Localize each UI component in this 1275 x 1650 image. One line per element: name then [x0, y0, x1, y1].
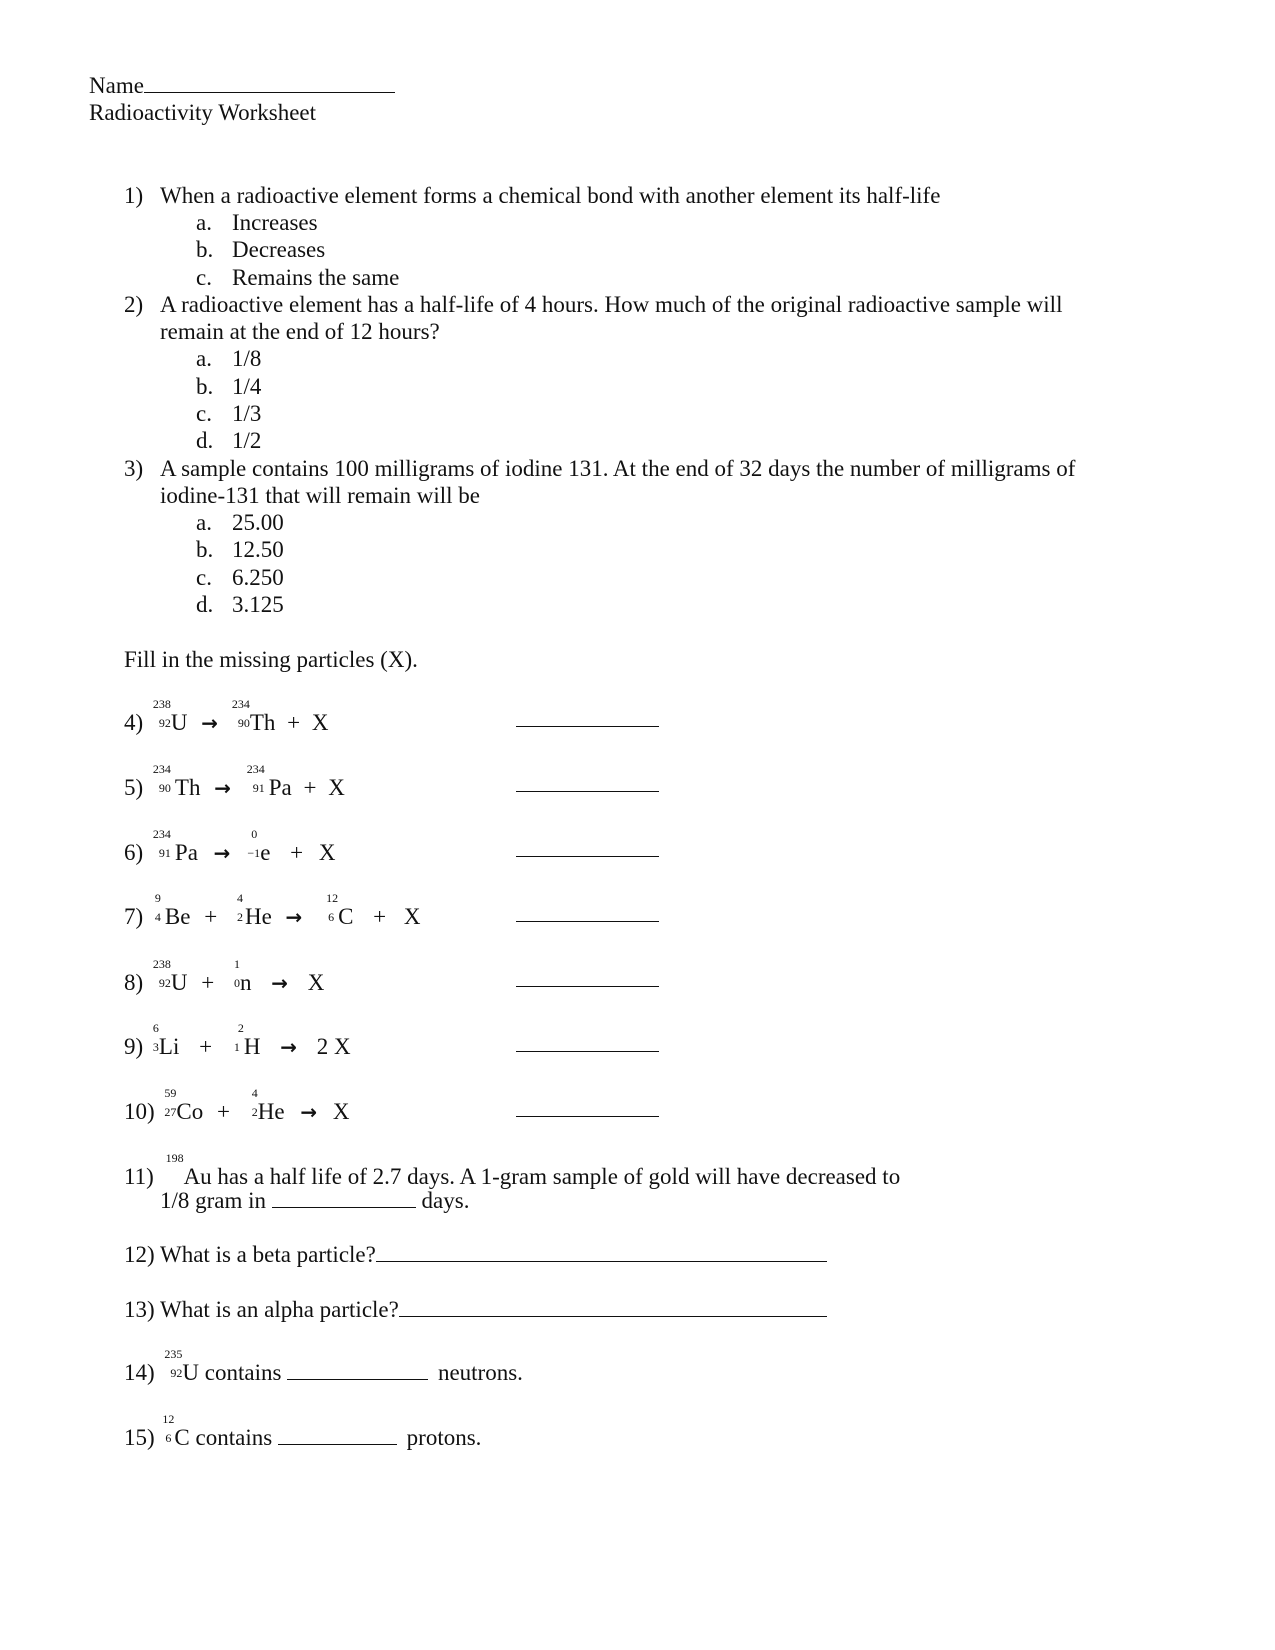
arrow-icon: →: [271, 971, 289, 995]
question-2: [124, 293, 1062, 316]
unknown-particle: X: [328, 775, 345, 800]
element-symbol: He: [257, 1099, 285, 1124]
mass-number: 2: [237, 1021, 244, 1035]
element-symbol: Th: [249, 710, 276, 735]
mass-number: 238: [152, 697, 171, 711]
question-3: [124, 457, 1075, 480]
option-text: 1/4: [232, 374, 262, 399]
element-symbol: C: [174, 1425, 190, 1450]
mass-number: 12: [326, 891, 339, 905]
option-3b[interactable]: [196, 538, 284, 561]
option-text: Remains the same: [232, 265, 400, 290]
name-label: Name: [89, 73, 144, 98]
nuclide-mass-atomic: [149, 697, 171, 730]
element-symbol: Th: [174, 775, 201, 800]
fill-in-heading: Fill in the missing particles (X).: [124, 647, 418, 672]
question-number: 11): [124, 1164, 154, 1189]
nuclide-mass-atomic: [149, 762, 171, 795]
atomic-number: −1: [247, 846, 261, 860]
arrow-icon: →: [285, 905, 303, 929]
element-symbol: n: [240, 970, 252, 995]
question-number: 7): [124, 904, 144, 929]
question-number: 13): [124, 1297, 155, 1322]
atomic-number: 3: [152, 1040, 159, 1054]
question-text: What is an alpha particle?: [160, 1297, 399, 1322]
option-letter: c.: [196, 565, 212, 590]
question-number: 15): [124, 1425, 155, 1450]
question-number: 8): [124, 970, 144, 995]
answer-blank-14[interactable]: [287, 1378, 428, 1380]
nuclide-mass-atomic: [149, 891, 161, 924]
question-8: [124, 957, 325, 995]
question-7: [124, 891, 421, 929]
mass-number: 59: [164, 1086, 177, 1100]
question-1: [124, 184, 940, 207]
question-number: 1): [124, 183, 144, 208]
mass-number: 234: [152, 827, 171, 841]
question-number: 5): [124, 775, 144, 800]
mass-number: 235: [164, 1347, 183, 1361]
answer-blank-4[interactable]: [516, 725, 659, 727]
question-14: [124, 1347, 523, 1385]
plus-sign: +: [217, 1099, 230, 1124]
unknown-particle: X: [307, 970, 325, 995]
atomic-number: 2: [236, 910, 243, 924]
nuclide-mass-atomic: [160, 1412, 175, 1445]
plus-sign: +: [303, 775, 317, 800]
element-symbol: U: [182, 1360, 200, 1385]
element-symbol: Pa: [174, 840, 198, 865]
answer-blank-5[interactable]: [516, 790, 659, 792]
answer-blank-9[interactable]: [516, 1050, 659, 1052]
option-3d[interactable]: [196, 593, 284, 616]
unknown-particle: X: [403, 904, 421, 929]
option-text: 1/2: [232, 428, 262, 453]
mass-number: 6: [152, 1021, 159, 1035]
atomic-number: 4: [154, 910, 161, 924]
atomic-number: 0: [234, 976, 241, 990]
question-2-continued: remain at the end of 12 hours?: [160, 319, 440, 344]
atomic-number: 90: [237, 716, 250, 730]
arrow-icon: →: [213, 841, 231, 865]
option-2a[interactable]: [196, 347, 261, 370]
answer-blank-6[interactable]: [516, 855, 659, 857]
question-4: [124, 697, 329, 735]
atomic-number: 27: [164, 1105, 177, 1119]
atomic-number: 92: [170, 1366, 183, 1380]
plus-sign: +: [201, 970, 215, 995]
question-number: 9): [124, 1034, 144, 1059]
atomic-number: 6: [328, 910, 335, 924]
nuclide-mass-atomic: [228, 697, 250, 730]
question-number: 2): [124, 292, 144, 317]
mass-number: 9: [154, 891, 161, 905]
option-text: Increases: [232, 210, 318, 235]
question-number: 12): [124, 1242, 155, 1267]
question-number: 14): [124, 1360, 155, 1385]
atomic-number: 2: [251, 1105, 258, 1119]
plus-sign: +: [287, 710, 301, 735]
question-text: What is a beta particle?: [160, 1242, 376, 1267]
atomic-number: 92: [158, 716, 171, 730]
element-symbol: H: [243, 1034, 261, 1059]
nuclide-mass-atomic: [246, 1086, 258, 1119]
option-letter: a.: [196, 210, 212, 235]
question-text: days.: [421, 1188, 470, 1213]
option-text: 1/8: [232, 346, 262, 371]
nuclide-mass-atomic: [231, 891, 243, 924]
unknown-particle: X: [311, 710, 329, 735]
question-number: 4): [124, 710, 144, 735]
unknown-particle: X: [318, 840, 336, 865]
option-letter: c.: [196, 265, 212, 290]
arrow-icon: →: [300, 1100, 318, 1124]
mass-number: 198: [165, 1151, 184, 1165]
nuclide-mass-atomic: [322, 891, 339, 924]
nuclide-mass-atomic: [244, 827, 261, 860]
element-symbol: C: [338, 904, 354, 929]
atomic-number: 91: [252, 781, 265, 795]
question-text: contains: [195, 1425, 273, 1450]
mass-number: 4: [251, 1086, 258, 1100]
question-number: 10): [124, 1099, 155, 1124]
atomic-number: 6: [165, 1431, 172, 1445]
option-letter: a.: [196, 346, 212, 371]
mass-number: 12: [162, 1412, 175, 1426]
question-10: [124, 1086, 350, 1124]
nuclide-mass-atomic: [243, 762, 265, 795]
plus-sign: +: [199, 1034, 213, 1059]
atomic-number: 1: [233, 1040, 240, 1054]
question-number: 6): [124, 840, 144, 865]
question-text: protons.: [406, 1425, 482, 1450]
element-symbol: e: [260, 840, 271, 865]
nuclide-mass-atomic: [232, 1021, 244, 1054]
option-letter: b.: [196, 237, 214, 262]
answer-blank-7[interactable]: [516, 920, 659, 922]
name-line: [89, 74, 395, 97]
unknown-particle: X: [332, 1099, 350, 1124]
mass-number: 0: [251, 827, 258, 841]
option-letter: b.: [196, 537, 214, 562]
question-13: [124, 1298, 827, 1321]
element-symbol: U: [170, 970, 188, 995]
plus-sign: +: [373, 904, 387, 929]
option-letter: b.: [196, 374, 214, 399]
option-1a[interactable]: [196, 211, 318, 234]
page-title: Radioactivity Worksheet: [89, 100, 317, 125]
arrow-icon: →: [280, 1035, 297, 1059]
question-text: A radioactive element has a half-life of 4 hours. How much of the original radioactive sample will: [160, 292, 1063, 317]
option-2c[interactable]: [196, 402, 261, 425]
nuclide-mass-atomic: [149, 957, 171, 990]
question-text: contains: [204, 1360, 282, 1385]
nuclide-mass-atomic: [149, 827, 171, 860]
question-11-continued: [160, 1189, 469, 1212]
question-11: [124, 1151, 901, 1189]
question-number: 3): [124, 456, 144, 481]
option-3a[interactable]: [196, 511, 284, 534]
atomic-number: 91: [158, 846, 171, 860]
option-text: 1/3: [232, 401, 262, 426]
nuclide-mass-atomic: [149, 1021, 159, 1054]
option-2b[interactable]: [196, 375, 261, 398]
atomic-number: 92: [158, 976, 171, 990]
option-letter: d.: [196, 428, 214, 453]
question-text: 1/8 gram in: [160, 1188, 267, 1213]
option-1b[interactable]: [196, 238, 325, 261]
arrow-icon: →: [214, 776, 231, 800]
plus-sign: +: [290, 840, 304, 865]
option-3c[interactable]: [196, 566, 284, 589]
mass-number: 4: [236, 891, 243, 905]
option-1c[interactable]: [196, 266, 399, 289]
option-text: 6.250: [232, 565, 284, 590]
arrow-icon: →: [201, 711, 219, 735]
mass-number: 234: [152, 762, 171, 776]
name-blank[interactable]: [144, 91, 395, 93]
answer-blank-12[interactable]: [376, 1260, 827, 1262]
question-text: When a radioactive element forms a chemical bond with another element its half-life: [160, 183, 941, 208]
option-2d[interactable]: [196, 429, 261, 452]
mass-number: 234: [231, 697, 250, 711]
question-text: Au has a half life of 2.7 days. A 1-gram sample of gold will have decreased to: [183, 1164, 901, 1189]
question-5: [124, 762, 345, 800]
element-symbol: Co: [176, 1099, 204, 1124]
option-text: 25.00: [232, 510, 284, 535]
plus-sign: +: [204, 904, 218, 929]
mass-number: 234: [246, 762, 265, 776]
element-symbol: Li: [158, 1034, 180, 1059]
option-letter: c.: [196, 401, 212, 426]
option-text: 3.125: [232, 592, 284, 617]
element-symbol: Be: [164, 904, 191, 929]
nuclide-mass-atomic: [160, 1086, 177, 1119]
answer-blank-10[interactable]: [516, 1115, 659, 1117]
answer-blank-8[interactable]: [516, 985, 659, 987]
unknown-particle-pair: 2 X: [316, 1034, 351, 1059]
answer-blank-15[interactable]: [278, 1443, 397, 1445]
question-text: A sample contains 100 milligrams of iodine 131. At the end of 32 days the number of milligrams of: [160, 456, 1076, 481]
element-symbol: He: [244, 904, 272, 929]
nuclide-mass: [160, 1151, 184, 1184]
question-3-continued: iodine-131 that will remain will be: [160, 483, 481, 508]
atomic-number: 90: [158, 781, 171, 795]
question-15: [124, 1412, 482, 1450]
mass-number: 238: [152, 957, 171, 971]
question-12: [124, 1243, 827, 1266]
option-letter: a.: [196, 510, 212, 535]
question-text: neutrons.: [437, 1360, 523, 1385]
option-letter: d.: [196, 592, 214, 617]
element-symbol: U: [170, 710, 188, 735]
nuclide-mass-atomic: [230, 957, 241, 990]
question-6: [124, 827, 336, 865]
option-text: 12.50: [232, 537, 284, 562]
element-symbol: Pa: [268, 775, 292, 800]
answer-blank-13[interactable]: [399, 1315, 827, 1317]
nuclide-mass-atomic: [160, 1347, 183, 1380]
answer-blank-11[interactable]: [272, 1206, 416, 1208]
option-text: Decreases: [232, 237, 326, 262]
mass-number: 1: [234, 957, 241, 971]
question-9: [124, 1021, 351, 1059]
